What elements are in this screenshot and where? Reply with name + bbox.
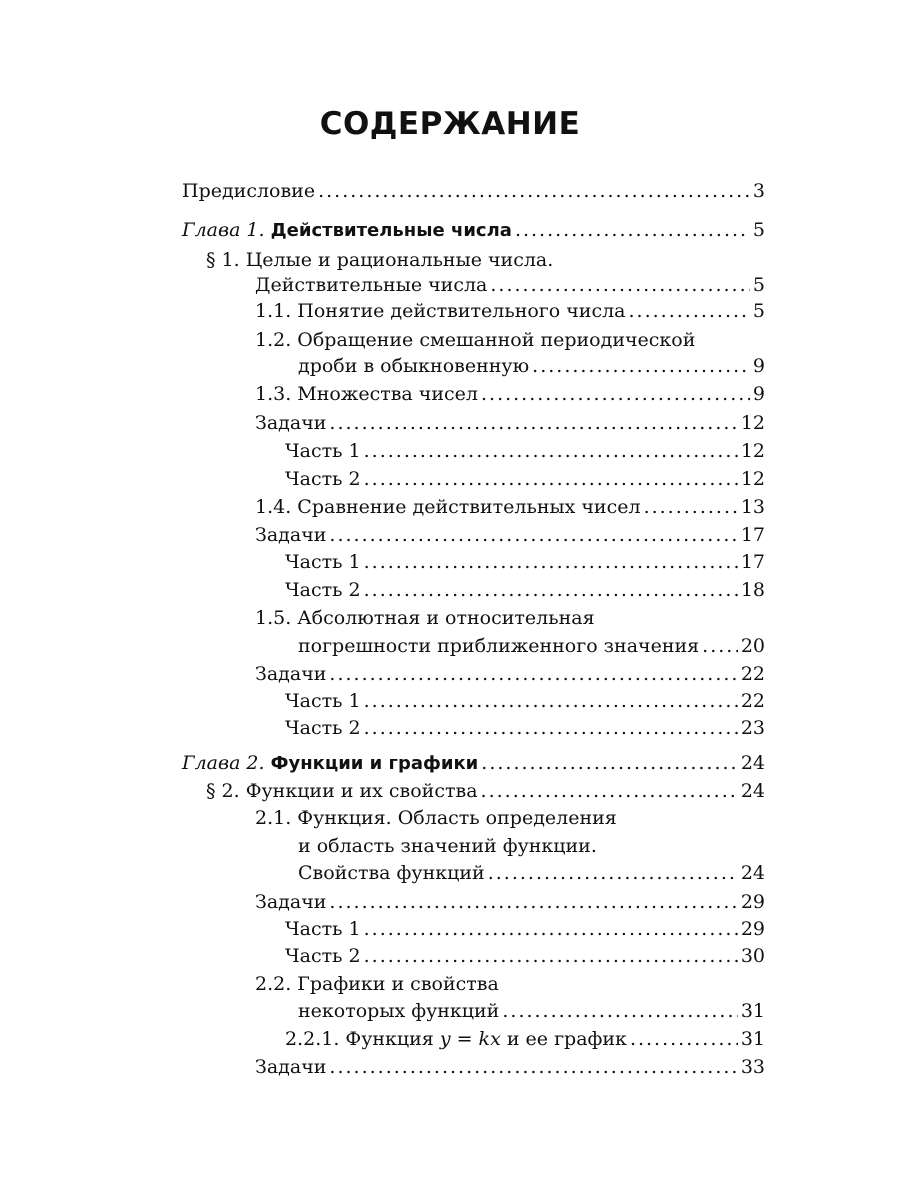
toc-entry-label: 2.1. Функция. Область определения	[255, 807, 617, 829]
toc-entry-label: некоторых функций	[298, 1000, 500, 1022]
leader-dots	[329, 1052, 737, 1082]
toc-entry-label: 1.1. Понятие действительного числа	[255, 300, 626, 322]
toc-entry-1-1[interactable]	[255, 296, 765, 326]
toc-entry-label: погрешности приближенного значения	[298, 635, 700, 657]
toc-entry-label: Действительные числа	[255, 274, 488, 296]
toc-problems[interactable]	[255, 659, 765, 689]
page-number: 22	[740, 690, 765, 712]
leader-dots	[329, 659, 737, 689]
toc-entry-1-2-cont[interactable]	[298, 351, 765, 381]
toc-problems-part-2[interactable]	[285, 941, 765, 971]
toc-entry-label: 1.2. Обращение смешанной периодической	[255, 329, 696, 351]
toc-entry-2-1-cont[interactable]	[298, 831, 597, 861]
toc-problems-part-1[interactable]	[285, 686, 765, 716]
toc-entry-label: 2.2.1. Функция	[285, 1028, 434, 1050]
chapter-title: Функции и графики	[270, 753, 479, 774]
leader-dots	[329, 520, 737, 550]
page-number: 29	[740, 891, 765, 913]
page-number: 13	[740, 496, 765, 518]
page-number: 5	[752, 274, 765, 296]
page-number: 22	[740, 663, 765, 685]
page-number: 9	[752, 355, 765, 377]
leader-dots	[481, 776, 738, 806]
toc-entry-label: Задачи	[255, 891, 327, 913]
chapter-prefix: Глава 1.	[182, 219, 265, 241]
page-number: 3	[752, 180, 765, 202]
page-number: 12	[740, 412, 765, 434]
toc-entry-label: 1.4. Сравнение действительных чисел	[255, 496, 641, 518]
toc-entry-label: § 1. Целые и рациональные числа.	[206, 249, 554, 271]
toc-entry-2-1-cont-2[interactable]	[298, 858, 765, 888]
toc-entry-1-3[interactable]	[255, 379, 765, 409]
page-number: 20	[740, 635, 765, 657]
toc-entry-1-4[interactable]	[255, 492, 765, 522]
page-number: 24	[740, 780, 765, 802]
page-number: 29	[740, 918, 765, 940]
toc-chapter-1[interactable]	[182, 215, 765, 245]
toc-entry-label: Задачи	[255, 524, 327, 546]
toc-entry-label: Часть 2	[285, 717, 361, 739]
leader-dots	[318, 176, 750, 206]
toc-entry-label-rest: и ее график	[506, 1028, 627, 1050]
leader-dots	[364, 575, 738, 605]
toc-problems-part-2[interactable]	[285, 713, 765, 743]
page-number: 5	[752, 219, 765, 241]
toc-problems-part-1[interactable]	[285, 547, 765, 577]
page-number: 31	[740, 1000, 765, 1022]
page-title: СОДЕРЖАНИЕ	[319, 106, 581, 142]
toc-section-2[interactable]	[206, 776, 765, 806]
leader-dots	[702, 631, 738, 661]
formula: y = kx	[439, 1028, 501, 1050]
leader-dots	[630, 1024, 738, 1054]
toc-entry-label: 1.3. Множества чисел	[255, 383, 478, 405]
chapter-prefix: Глава 2.	[182, 752, 265, 774]
toc-entry-label: Задачи	[255, 663, 327, 685]
toc-entry-label: Часть 2	[285, 945, 361, 967]
leader-dots	[364, 941, 738, 971]
leader-dots	[644, 492, 738, 522]
toc-problems[interactable]	[255, 520, 765, 550]
toc-problems-part-1[interactable]	[285, 914, 765, 944]
page-number: 17	[740, 524, 765, 546]
leader-dots	[488, 858, 738, 888]
toc-entry-label: Часть 2	[285, 468, 361, 490]
page-number: 5	[752, 300, 765, 322]
toc-entry-2-2[interactable]	[255, 969, 499, 999]
page-number: 33	[740, 1056, 765, 1078]
page-number: 12	[740, 440, 765, 462]
toc-problems[interactable]	[255, 887, 765, 917]
page-number: 23	[740, 717, 765, 739]
toc-entry-2-2-1[interactable]	[285, 1024, 765, 1054]
leader-dots	[481, 379, 750, 409]
leader-dots	[515, 215, 750, 245]
toc-entry-label: Часть 1	[285, 690, 361, 712]
leader-dots	[502, 996, 737, 1026]
toc-problems[interactable]	[255, 1052, 765, 1082]
leader-dots	[364, 464, 738, 494]
toc-entry-label: 1.5. Абсолютная и относительная	[255, 607, 595, 629]
toc-entry-label: Свойства функций	[298, 862, 485, 884]
page-number: 17	[740, 551, 765, 573]
toc-problems-part-1[interactable]	[285, 436, 765, 466]
leader-dots	[532, 351, 750, 381]
chapter-title: Действительные числа	[270, 220, 512, 241]
page-number: 9	[752, 383, 765, 405]
toc-problems-part-2[interactable]	[285, 575, 765, 605]
leader-dots	[364, 713, 738, 743]
toc-entry-label: § 2. Функции и их свойства	[206, 780, 478, 802]
leader-dots	[481, 748, 738, 778]
page-number: 18	[740, 579, 765, 601]
toc-entry-1-5-cont[interactable]	[298, 631, 765, 661]
leader-dots	[364, 436, 738, 466]
toc-entry-label: Часть 1	[285, 440, 361, 462]
toc-entry-label: и область значений функции.	[298, 835, 597, 857]
toc-entry-label: Задачи	[255, 1056, 327, 1078]
toc-entry-label: Часть 1	[285, 551, 361, 573]
leader-dots	[329, 408, 737, 438]
toc-entry-2-1[interactable]	[255, 803, 617, 833]
toc-entry-label: Предисловие	[182, 180, 316, 202]
page-number: 31	[740, 1028, 765, 1050]
toc-entry-preface[interactable]	[182, 176, 765, 206]
leader-dots	[329, 887, 737, 917]
toc-problems[interactable]	[255, 408, 765, 438]
toc-problems-part-2[interactable]	[285, 464, 765, 494]
leader-dots	[364, 686, 738, 716]
toc-entry-label: Задачи	[255, 412, 327, 434]
toc-entry-2-2-cont[interactable]	[298, 996, 765, 1026]
leader-dots	[629, 296, 750, 326]
page-number: 24	[740, 862, 765, 884]
page-number: 30	[740, 945, 765, 967]
toc-entry-label: дроби в обыкновенную	[298, 355, 530, 377]
page-number: 12	[740, 468, 765, 490]
leader-dots	[364, 914, 738, 944]
leader-dots	[364, 547, 738, 577]
toc-entry-label: 2.2. Графики и свойства	[255, 973, 499, 995]
toc-entry-label: Часть 2	[285, 579, 361, 601]
toc-entry-1-5[interactable]	[255, 603, 595, 633]
toc-entry-label: Часть 1	[285, 918, 361, 940]
toc-chapter-2[interactable]	[182, 748, 765, 778]
page-number: 24	[740, 752, 765, 774]
